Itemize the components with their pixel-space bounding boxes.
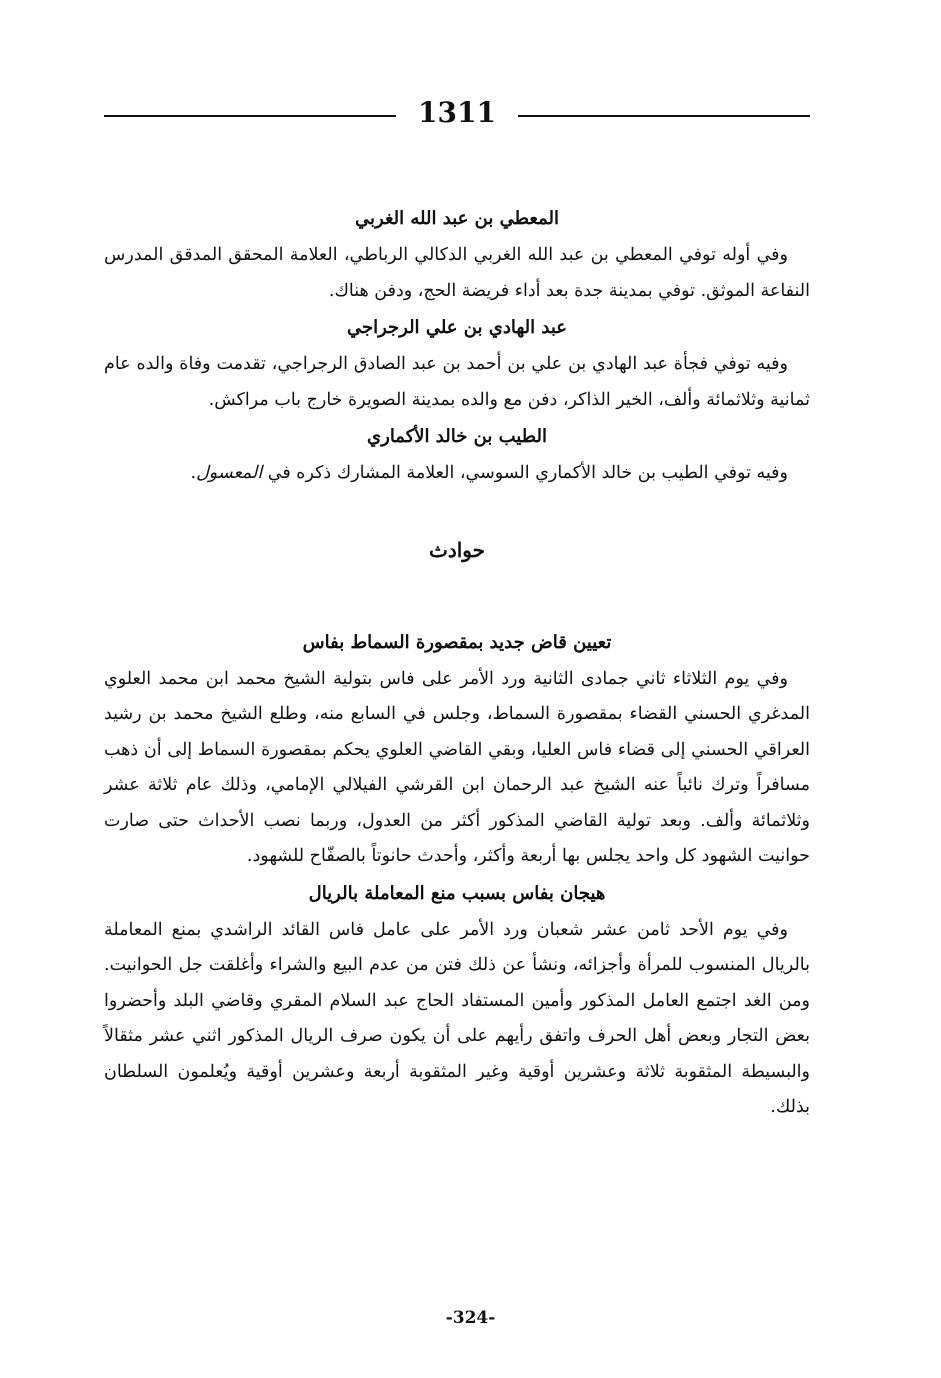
header-rule-right (518, 115, 810, 117)
book-title: المعسول (196, 463, 263, 483)
event-title: هيجان بفاس بسبب منع المعاملة بالريال (308, 882, 606, 904)
entry-text: وفيه توفي فجأة عبد الهادي بن علي بن أحمد بن عبد الصادق الرجراجي، تقدمت وفاة والده عام ثمانية وثلاثمائة وألف، الخير الذاكر، دفن مع والده بمدينة الصويرة خارج باب مراكش. (104, 354, 810, 410)
entry-title: عبد الهادي بن علي الرجراجي (346, 317, 568, 338)
entry-text: وفي أوله توفي المعطي بن عبد الله الغربي الدكالي الرباطي، العلامة المحقق المدقق المدرس النفاعة الموثق. توفي بمدينة جدة بعد أداء فريضة الحج، ودفن هناك. (104, 245, 810, 301)
entry-text (104, 456, 810, 492)
header-rule-left (104, 115, 396, 117)
section-title: حوادث (429, 537, 485, 562)
header-year: 1311 (418, 95, 496, 129)
entry-title: المعطي بن عبد الله الغربي (355, 208, 559, 229)
page-header (104, 92, 810, 132)
event-text: وفي يوم الأحد ثامن عشر شعبان ورد الأمر على عامل فاس القائد الراشدي بمنع المعاملة بالريال المنسوب للمرأة وأجزائه، ونشأ عن ذلك فتن من عدم البيع والشراء وأغلقت جل الحوانيت. ومن الغد اجتمع العامل المذكور وأمين المستفاد الحاج عبد السلام المقري وقاضي البلد وأحضروا بعض التجار وبعض أهل الحرف واتفق رأيهم على أن يكون صرف الريال المذكور اثني عشر مثقالاً والبسيطة المثقوبة ثلاثة وعشرين أوقية وغير المثقوبة أربعة وعشرين أوقية ويُعلمون السلطان بذلك. (104, 919, 810, 1117)
page-body (104, 200, 810, 1126)
event-text: وفي يوم الثلاثاء ثاني جمادى الثانية ورد الأمر على فاس بتولية الشيخ محمد ابن محمد العلوي المدغري الحسني القضاء بمقصورة السماط، وجلس في السابع منه، وطلع الشيخ محمد بن رشيد العراقي الحسني إلى قضاء فاس العليا، وبقي القاضي العلوي يحكم بمقصورة السماط إلى أن ذهب مسافراً وترك نائباً عنه الشيخ عبد الرحمان ابن القرشي الفيلالي الإمامي، وذلك عام ثلاثة عشر وثلاثمائة وألف. وبعد تولية القاضي المذكور أكثر من العدول، وربما نصب الأحداث حتى صارت حوانيت الشهود كل واحد يجلس بها أربعة وأكثر، وأحدث حانوتاً بالصفّاح للشهود. (104, 668, 810, 866)
entry-text-part: وفيه توفي الطيب بن خالد الأكماري السوسي، العلامة المشارك ذكره في (262, 463, 788, 483)
entry-text-end: . (190, 463, 197, 483)
event-title: تعيين قاض جديد بمقصورة السماط بفاس (302, 631, 612, 653)
page-number: -324- (445, 1308, 496, 1328)
entry-title: الطيب بن خالد الأكماري (367, 426, 547, 447)
